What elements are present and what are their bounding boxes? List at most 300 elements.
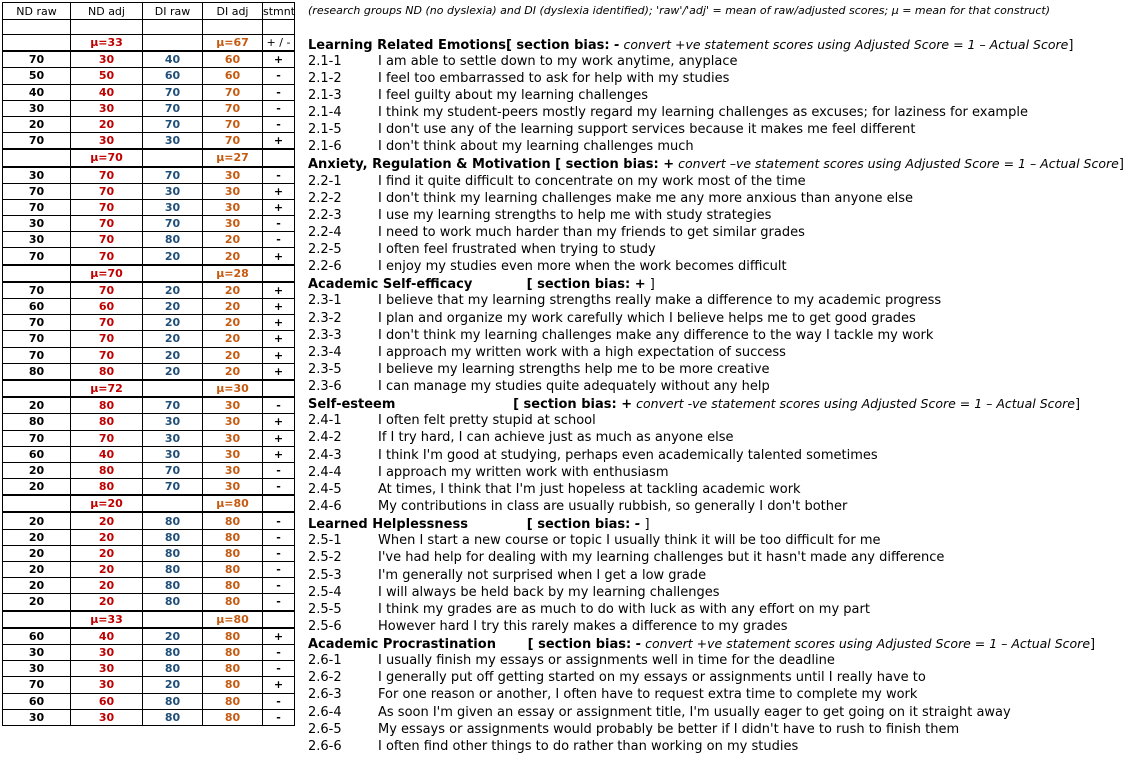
stmnt-sign-cell: - xyxy=(263,545,295,561)
di-adj-cell: 80 xyxy=(203,562,263,578)
nd-adj-cell: 70 xyxy=(71,232,143,248)
section-bias-sign: + xyxy=(634,277,646,293)
stmnt-sign-cell: + xyxy=(263,299,295,315)
di-raw-cell: 70 xyxy=(143,167,203,184)
statement-code: 2.1-4 xyxy=(308,105,342,121)
di-adj-cell: 70 xyxy=(203,84,263,100)
nd-adj-cell: 20 xyxy=(71,116,143,132)
di-raw-cell: 70 xyxy=(143,462,203,478)
nd-adj-cell: 70 xyxy=(71,199,143,215)
statement-text: I feel guilty about my learning challenges xyxy=(378,87,649,103)
di-raw-cell: 20 xyxy=(143,299,203,315)
di-raw-cell: 70 xyxy=(143,100,203,116)
stmnt-sign-cell: - xyxy=(263,232,295,248)
statement-code: 2.1-2 xyxy=(308,70,342,86)
table-row xyxy=(3,709,295,725)
stmnt-sign-cell: - xyxy=(263,216,295,232)
statement-text: However hard I try this rarely makes a difference to my grades xyxy=(378,618,788,634)
statement-text: I often find other things to do rather than working on my studies xyxy=(378,738,799,754)
statement-code: 2.2-5 xyxy=(308,242,342,258)
header-di-raw: DI raw xyxy=(143,3,203,20)
section-title xyxy=(308,156,1124,172)
stmnt-sign-cell: - xyxy=(263,397,295,414)
section-mean-row xyxy=(3,495,295,512)
section-bias-suffix: ] xyxy=(1075,397,1081,413)
nd-adj-cell: 70 xyxy=(71,167,143,184)
section-bias-sign: - xyxy=(614,37,620,53)
di-raw-cell: 20 xyxy=(143,677,203,693)
nd-raw-cell: 70 xyxy=(3,51,71,68)
statement-text: I feel too embarrassed to ask for help with my studies xyxy=(378,70,730,86)
section-bias-prefix: [ section bias: xyxy=(472,277,635,293)
statement-row xyxy=(308,362,770,377)
nd-adj-cell: 20 xyxy=(71,545,143,561)
di-adj-cell: 60 xyxy=(203,68,263,84)
section-convert-note: convert -ve statement scores using Adjusted Score = 1 – Actual Score xyxy=(632,396,1075,412)
di-raw-cell: 80 xyxy=(143,232,203,248)
section-title xyxy=(308,516,650,532)
stmnt-sign-cell: - xyxy=(263,167,295,184)
statement-row xyxy=(308,71,729,86)
table-row xyxy=(3,84,295,100)
statement-row xyxy=(308,88,648,103)
statement-code: 2.5-6 xyxy=(308,618,342,634)
statement-code: 2.3-6 xyxy=(308,379,342,395)
nd-raw-cell: 60 xyxy=(3,628,71,645)
section-convert-note: convert +ve statement scores using Adjusted Score = 1 – Actual Score xyxy=(641,636,1091,652)
stmnt-sign-cell: - xyxy=(263,644,295,660)
statement-row xyxy=(308,602,870,617)
statement-row xyxy=(308,670,926,685)
statement-row xyxy=(308,465,668,480)
nd-raw-cell: 20 xyxy=(3,562,71,578)
statement-code: 2.2-4 xyxy=(308,224,342,240)
nd-raw-cell: 80 xyxy=(3,363,71,380)
nd-raw-cell: 60 xyxy=(3,693,71,709)
di-raw-cell: 80 xyxy=(143,512,203,529)
di-adj-cell: 60 xyxy=(203,51,263,68)
nd-raw-cell: 30 xyxy=(3,709,71,725)
mean-nd: μ=70 xyxy=(71,265,143,282)
statement-code: 2.1-6 xyxy=(308,139,342,155)
di-raw-cell: 80 xyxy=(143,693,203,709)
table-row xyxy=(3,331,295,347)
statement-row xyxy=(308,242,656,257)
statement-text: I use my learning strengths to help me with study strategies xyxy=(378,207,772,223)
nd-raw-cell: 70 xyxy=(3,282,71,299)
di-adj-cell: 70 xyxy=(203,116,263,132)
nd-adj-cell: 70 xyxy=(71,315,143,331)
di-raw-cell: 20 xyxy=(143,331,203,347)
section-mean-row xyxy=(3,265,295,282)
section-bias-prefix: [ section bias: xyxy=(550,157,664,173)
di-adj-cell: 80 xyxy=(203,693,263,709)
di-raw-cell: 20 xyxy=(143,347,203,363)
section-convert-note: convert –ve statement scores using Adjusted Score = 1 – Actual Score xyxy=(674,156,1119,172)
statement-row xyxy=(308,619,787,634)
table-row xyxy=(3,51,295,68)
nd-raw-cell: 20 xyxy=(3,545,71,561)
stmnt-sign-cell: - xyxy=(263,529,295,545)
table-row xyxy=(3,282,295,299)
section-name: Academic Procrastination xyxy=(308,637,496,653)
statement-code: 2.2-1 xyxy=(308,173,342,189)
di-raw-cell: 30 xyxy=(143,133,203,150)
di-raw-cell: 70 xyxy=(143,116,203,132)
nd-raw-cell: 30 xyxy=(3,216,71,232)
stmnt-sign-cell: + xyxy=(263,248,295,265)
di-raw-cell: 80 xyxy=(143,529,203,545)
nd-adj-cell: 70 xyxy=(71,248,143,265)
statement-row xyxy=(308,585,720,600)
statement-row xyxy=(308,550,944,565)
section-name: Learned Helplessness xyxy=(308,517,468,533)
stmnt-sign-cell: - xyxy=(263,562,295,578)
statement-text: I think I'm good at studying, perhaps even academically talented sometimes xyxy=(378,447,878,463)
table-row xyxy=(3,183,295,199)
section-bias-suffix: ] xyxy=(1068,37,1074,53)
table-row xyxy=(3,594,295,611)
section-name: Learning Related Emotions xyxy=(308,37,506,53)
nd-adj-cell: 50 xyxy=(71,68,143,84)
di-raw-cell: 30 xyxy=(143,183,203,199)
statement-text: For one reason or another, I often have to request extra time to complete my work xyxy=(378,687,918,703)
section-bias-prefix: [ section bias: xyxy=(395,397,622,413)
table-row xyxy=(3,479,295,496)
statement-code: 2.6-1 xyxy=(308,653,342,669)
di-adj-cell: 30 xyxy=(203,446,263,462)
section-bias-sign: - xyxy=(635,637,642,653)
statement-text: I need to work much harder than my friends to get similar grades xyxy=(378,224,805,240)
di-raw-cell: 20 xyxy=(143,315,203,331)
mean-nd: μ=33 xyxy=(71,35,143,52)
section-bias-sign: - xyxy=(634,517,641,533)
nd-raw-cell: 20 xyxy=(3,462,71,478)
section-name: Anxiety, Regulation & Motivation xyxy=(308,157,551,173)
stmnt-sign-cell: - xyxy=(263,594,295,611)
di-raw-cell: 80 xyxy=(143,545,203,561)
statement-text: I find it quite difficult to concentrate on my work most of the time xyxy=(378,173,806,189)
statement-row xyxy=(308,430,733,445)
stmnt-sign-cell: + xyxy=(263,199,295,215)
nd-adj-cell: 70 xyxy=(71,347,143,363)
table-row xyxy=(3,545,295,561)
nd-adj-cell: 20 xyxy=(71,562,143,578)
statement-code: 2.5-2 xyxy=(308,550,342,566)
empty-cell xyxy=(143,265,203,282)
statement-code: 2.6-5 xyxy=(308,721,342,737)
di-adj-cell: 30 xyxy=(203,462,263,478)
mean-di: μ=80 xyxy=(203,611,263,628)
nd-adj-cell: 70 xyxy=(71,282,143,299)
table-row xyxy=(3,578,295,594)
section-bias-suffix: ] xyxy=(640,517,650,533)
statement-text: I can manage my studies quite adequately without any help xyxy=(378,379,770,395)
nd-adj-cell: 40 xyxy=(71,84,143,100)
di-adj-cell: 30 xyxy=(203,430,263,446)
di-adj-cell: 80 xyxy=(203,578,263,594)
nd-raw-cell: 30 xyxy=(3,661,71,677)
statement-text: At times, I think that I'm just hopeless at tackling academic work xyxy=(378,481,801,497)
nd-raw-cell: 20 xyxy=(3,479,71,496)
table-row xyxy=(3,430,295,446)
nd-adj-cell: 40 xyxy=(71,628,143,645)
nd-adj-cell: 70 xyxy=(71,331,143,347)
nd-raw-cell: 20 xyxy=(3,529,71,545)
nd-adj-cell: 30 xyxy=(71,661,143,677)
section-bias-sign: + xyxy=(621,397,633,413)
statement-code: 2.6-3 xyxy=(308,687,342,703)
table-row xyxy=(3,397,295,414)
di-raw-cell: 70 xyxy=(143,479,203,496)
section-bias-prefix: [ section bias: xyxy=(495,637,636,653)
stmnt-sign-cell: + xyxy=(263,347,295,363)
stmnt-sign-cell: + xyxy=(263,363,295,380)
table-row xyxy=(3,347,295,363)
nd-raw-cell: 20 xyxy=(3,116,71,132)
stmnt-sign-cell: - xyxy=(263,479,295,496)
statement-row xyxy=(308,191,913,206)
nd-raw-cell: 20 xyxy=(3,578,71,594)
nd-raw-cell: 70 xyxy=(3,133,71,150)
table-row xyxy=(3,133,295,150)
statement-text: I approach my written work with a high expectation of success xyxy=(378,344,786,360)
stmnt-sign-cell: + xyxy=(263,133,295,150)
statement-row xyxy=(308,653,835,668)
di-adj-cell: 20 xyxy=(203,248,263,265)
di-raw-cell: 80 xyxy=(143,578,203,594)
di-adj-cell: 30 xyxy=(203,167,263,184)
table-row xyxy=(3,199,295,215)
stmnt-sign-cell: + xyxy=(263,282,295,299)
di-adj-cell: 80 xyxy=(203,644,263,660)
stmnt-sign-cell: + xyxy=(263,430,295,446)
statement-text: As soon I'm given an essay or assignment title, I'm usually eager to get going on it straight away xyxy=(378,704,1011,720)
section-title xyxy=(308,37,1073,53)
di-raw-cell: 80 xyxy=(143,644,203,660)
nd-raw-cell: 20 xyxy=(3,594,71,611)
di-raw-cell: 70 xyxy=(143,397,203,414)
di-adj-cell: 30 xyxy=(203,216,263,232)
statement-text: I often feel frustrated when trying to study xyxy=(378,242,656,258)
di-adj-cell: 20 xyxy=(203,232,263,248)
statement-code: 2.6-4 xyxy=(308,704,342,720)
di-adj-cell: 20 xyxy=(203,315,263,331)
header-nd-raw: ND raw xyxy=(3,3,71,20)
di-adj-cell: 20 xyxy=(203,331,263,347)
nd-adj-cell: 60 xyxy=(71,299,143,315)
statement-row xyxy=(308,413,596,428)
di-adj-cell: 80 xyxy=(203,628,263,645)
statement-text: I don't think my learning challenges make any difference to the way I tackle my work xyxy=(378,327,934,343)
di-raw-cell: 80 xyxy=(143,562,203,578)
di-adj-cell: 80 xyxy=(203,677,263,693)
statement-text: I think my grades are as much to do with luck as with any effort on my part xyxy=(378,601,870,617)
nd-adj-cell: 80 xyxy=(71,479,143,496)
empty-cell xyxy=(143,380,203,397)
nd-adj-cell: 40 xyxy=(71,446,143,462)
mean-di: μ=28 xyxy=(203,265,263,282)
mean-stmt xyxy=(263,149,295,166)
empty-cell xyxy=(143,495,203,512)
di-adj-cell: 70 xyxy=(203,133,263,150)
di-raw-cell: 30 xyxy=(143,414,203,430)
statement-row xyxy=(308,448,878,463)
statement-text: I often felt pretty stupid at school xyxy=(378,413,596,429)
nd-raw-cell: 70 xyxy=(3,199,71,215)
stmnt-sign-cell: + xyxy=(263,446,295,462)
section-name: Self-esteem xyxy=(308,397,396,413)
mean-stmt xyxy=(263,380,295,397)
di-adj-cell: 30 xyxy=(203,183,263,199)
table-row xyxy=(3,232,295,248)
nd-adj-cell: 70 xyxy=(71,183,143,199)
statement-row xyxy=(308,687,917,702)
di-adj-cell: 20 xyxy=(203,347,263,363)
statement-row xyxy=(308,482,801,497)
section-bias-prefix: [ section bias: xyxy=(505,37,615,53)
table-row xyxy=(3,248,295,265)
statement-text: I've had help for dealing with my learning challenges but it hasn't made any difference xyxy=(378,550,945,566)
statement-row xyxy=(308,705,1011,720)
mean-di: μ=30 xyxy=(203,380,263,397)
statement-code: 2.4-6 xyxy=(308,499,342,514)
statement-row xyxy=(308,208,771,223)
table-row xyxy=(3,363,295,380)
di-adj-cell: 70 xyxy=(203,100,263,116)
stmnt-sign-cell: - xyxy=(263,462,295,478)
table-row xyxy=(3,68,295,84)
di-raw-cell: 20 xyxy=(143,628,203,645)
statement-code: 2.4-5 xyxy=(308,481,342,497)
stmnt-sign-cell: + xyxy=(263,331,295,347)
di-adj-cell: 30 xyxy=(203,199,263,215)
nd-adj-cell: 30 xyxy=(71,133,143,150)
statement-text: I don't think about my learning challenges much xyxy=(378,139,694,155)
mean-di: μ=80 xyxy=(203,495,263,512)
stmnt-sign-cell: - xyxy=(263,578,295,594)
statement-row xyxy=(308,379,770,394)
table-row xyxy=(3,299,295,315)
di-raw-cell: 80 xyxy=(143,709,203,725)
statement-code: 2.2-3 xyxy=(308,207,342,223)
nd-adj-cell: 80 xyxy=(71,397,143,414)
nd-adj-cell: 20 xyxy=(71,512,143,529)
stmnt-sign-cell: + xyxy=(263,677,295,693)
section-name: Academic Self-efficacy xyxy=(308,277,473,293)
empty-cell xyxy=(3,265,71,282)
nd-raw-cell: 70 xyxy=(3,677,71,693)
statement-row xyxy=(308,568,706,583)
di-raw-cell: 30 xyxy=(143,199,203,215)
stmnt-sign-cell: - xyxy=(263,84,295,100)
nd-raw-cell: 70 xyxy=(3,248,71,265)
nd-raw-cell: 30 xyxy=(3,644,71,660)
di-adj-cell: 20 xyxy=(203,363,263,380)
section-bias-suffix: ] xyxy=(1090,637,1096,653)
statement-text: I am able to settle down to my work anytime, anyplace xyxy=(378,53,738,69)
section-convert-note: convert +ve statement scores using Adjusted Score = 1 – Actual Score xyxy=(619,36,1069,52)
di-raw-cell: 70 xyxy=(143,216,203,232)
empty-cell xyxy=(3,495,71,512)
statement-text: I believe that my learning strengths really make a difference to my academic progress xyxy=(378,293,942,309)
section-title xyxy=(308,636,1095,652)
score-table xyxy=(2,2,295,726)
statement-code: 2.4-4 xyxy=(308,464,342,480)
statement-text: I generally put off getting started on my essays or assignments until I really have to xyxy=(378,670,926,686)
stmnt-sign-cell: - xyxy=(263,512,295,529)
stmnt-sign-cell: - xyxy=(263,116,295,132)
section-mean-row xyxy=(3,35,295,52)
statement-code: 2.5-1 xyxy=(308,533,342,549)
statement-code: 2.4-1 xyxy=(308,413,342,429)
di-raw-cell: 80 xyxy=(143,661,203,677)
table-row xyxy=(3,512,295,529)
table-row xyxy=(3,693,295,709)
table-row xyxy=(3,167,295,184)
section-mean-row xyxy=(3,380,295,397)
table-row xyxy=(3,677,295,693)
stmnt-sign-cell: - xyxy=(263,100,295,116)
nd-adj-cell: 60 xyxy=(71,693,143,709)
nd-raw-cell: 70 xyxy=(3,331,71,347)
statement-code: 2.2-6 xyxy=(308,259,342,275)
statement-text: My contributions in class are usually rubbish, so generally I don't bother xyxy=(378,499,848,514)
table-spacer-row xyxy=(3,20,295,35)
mean-stmt xyxy=(263,495,295,512)
empty-cell xyxy=(3,35,71,52)
empty-cell xyxy=(143,35,203,52)
section-title xyxy=(308,396,1080,412)
di-raw-cell: 30 xyxy=(143,446,203,462)
nd-raw-cell: 20 xyxy=(3,397,71,414)
nd-adj-cell: 80 xyxy=(71,462,143,478)
table-header-row xyxy=(3,3,295,20)
di-raw-cell: 70 xyxy=(143,84,203,100)
statement-code: 2.1-5 xyxy=(308,122,342,138)
stmnt-sign-cell: + xyxy=(263,628,295,645)
nd-raw-cell: 50 xyxy=(3,68,71,84)
mean-di: μ=67 xyxy=(203,35,263,52)
statement-text: When I start a new course or topic I usually think it will be too difficult for me xyxy=(378,533,881,549)
nd-raw-cell: 40 xyxy=(3,84,71,100)
stmnt-sign-cell: + xyxy=(263,183,295,199)
nd-adj-cell: 80 xyxy=(71,414,143,430)
nd-adj-cell: 30 xyxy=(71,644,143,660)
di-raw-cell: 20 xyxy=(143,282,203,299)
di-adj-cell: 80 xyxy=(203,545,263,561)
statement-row xyxy=(308,722,959,737)
score-table-body xyxy=(3,3,295,726)
statement-row xyxy=(308,311,916,326)
empty-cell xyxy=(3,380,71,397)
di-adj-cell: 20 xyxy=(203,282,263,299)
di-raw-cell: 80 xyxy=(143,594,203,611)
di-raw-cell: 20 xyxy=(143,248,203,265)
statement-row xyxy=(308,259,787,274)
table-row xyxy=(3,628,295,645)
nd-adj-cell: 30 xyxy=(71,677,143,693)
nd-raw-cell: 80 xyxy=(3,414,71,430)
mean-di: μ=27 xyxy=(203,149,263,166)
statement-code: 2.2-2 xyxy=(308,190,342,206)
statement-row xyxy=(308,328,933,343)
statement-text: I enjoy my studies even more when the work becomes difficult xyxy=(378,259,787,275)
statement-text: I usually finish my essays or assignments well in time for the deadline xyxy=(378,653,835,669)
header-stmnt: stmnt xyxy=(263,4,296,18)
table-row xyxy=(3,529,295,545)
empty-cell xyxy=(143,611,203,628)
